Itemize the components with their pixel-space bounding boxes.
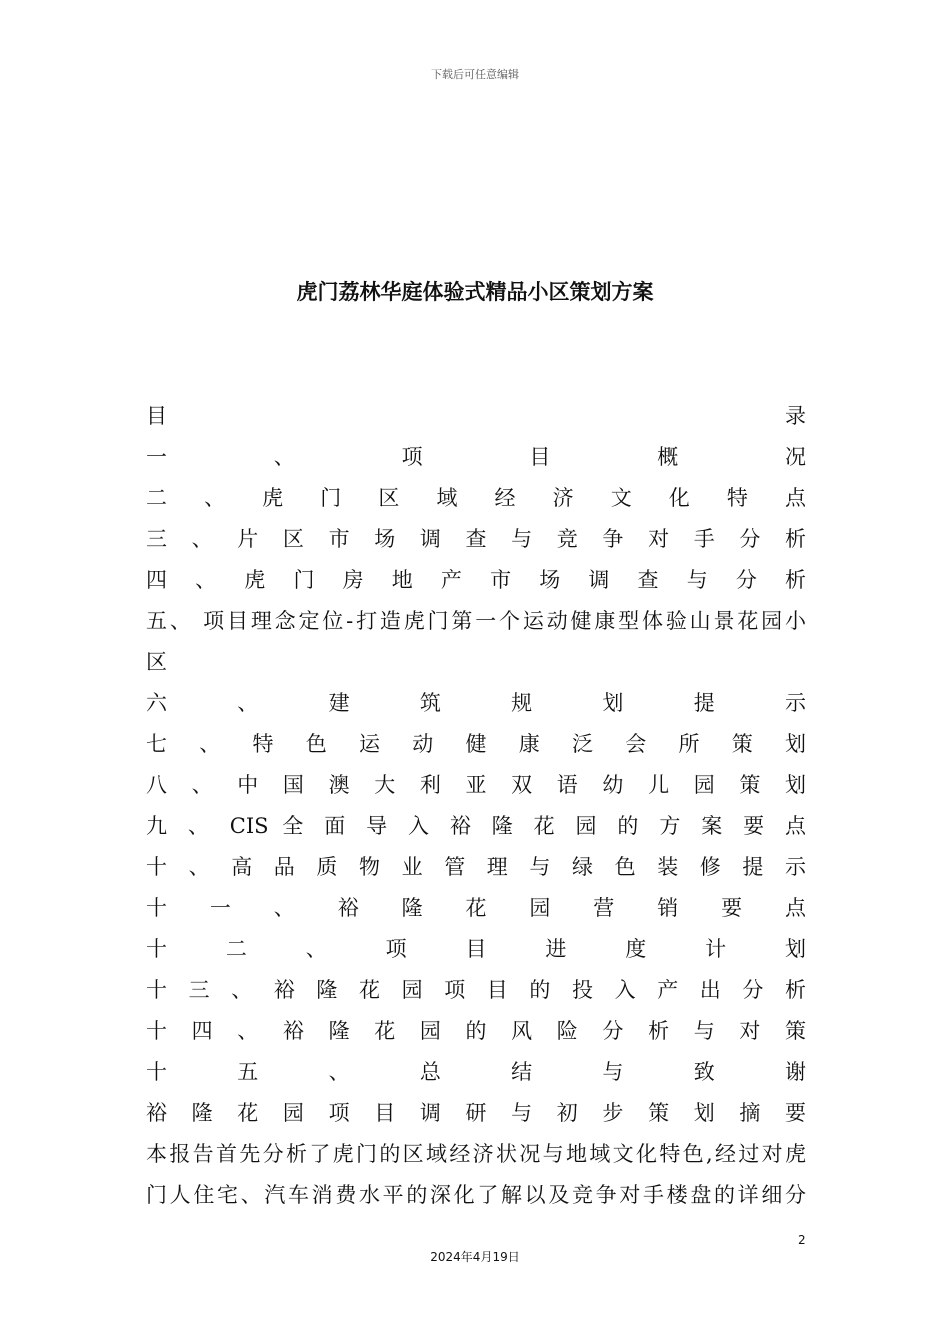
summary-paragraph-line: 本报告首先分析了虎门的区域经济状况与地域文化特色,经过对虎 [146,1142,806,1166]
toc-item: 十 一 、 裕 隆 花 园 营 销 要 点 [146,896,806,920]
toc-item: 区 [146,650,167,674]
toc-item: 九 、 CIS 全 面 导 入 裕 隆 花 园 的 方 案 要 点 [146,814,806,838]
page-number: 2 [798,1233,806,1247]
toc-item: 七 、 特 色 运 动 健 康 泛 会 所 策 划 [146,732,806,756]
toc-heading: 目 录 [146,404,806,428]
toc-item: 一 、 项 目 概 况 [146,445,806,469]
toc-item: 八 、 中 国 澳 大 利 亚 双 语 幼 儿 园 策 划 [146,773,806,797]
toc-item: 十 二 、 项 目 进 度 计 划 [146,937,806,961]
toc-item: 十 三 、 裕 隆 花 园 项 目 的 投 入 产 出 分 析 [146,978,806,1002]
toc-item: 三 、 片 区 市 场 调 查 与 竞 争 对 手 分 析 [146,527,806,551]
toc-item: 四 、 虎 门 房 地 产 市 场 调 查 与 分 析 [146,568,806,592]
toc-item: 六 、 建 筑 规 划 提 示 [146,691,806,715]
toc-item: 十 五 、 总 结 与 致 谢 [146,1060,806,1084]
toc-item: 五、 项目理念定位-打造虎门第一个运动健康型体验山景花园小 [146,609,806,633]
footer-date: 2024年4月19日 [430,1250,520,1264]
toc-item: 十 、 高 品 质 物 业 管 理 与 绿 色 装 修 提 示 [146,855,806,879]
document-body [146,396,806,1216]
page-header-note: 下载后可任意编辑 [431,68,519,81]
toc-item: 十 四 、 裕 隆 花 园 的 风 险 分 析 与 对 策 [146,1019,806,1043]
toc-item: 二 、 虎 门 区 域 经 济 文 化 特 点 [146,486,806,510]
summary-paragraph-line: 门人住宅、汽车消费水平的深化了解以及竞争对手楼盘的详细分 [146,1183,806,1207]
document-title: 虎门荔林华庭体验式精品小区策划方案 [296,280,654,304]
summary-heading: 裕 隆 花 园 项 目 调 研 与 初 步 策 划 摘 要 [146,1101,806,1125]
